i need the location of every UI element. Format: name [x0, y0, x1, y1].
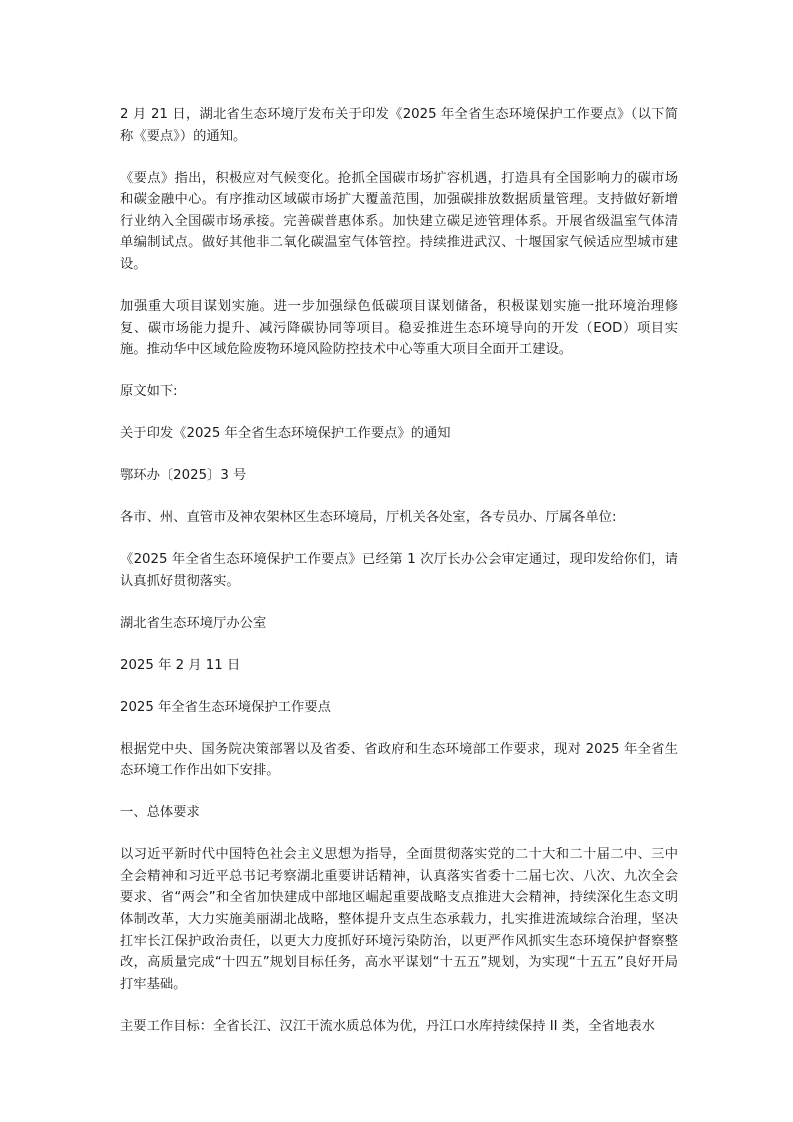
issue-date: 2025 年 2 月 11 日 [120, 657, 241, 673]
document-page [120, 104, 678, 1058]
projects-paragraph: 加强重大项目谋划实施。进一步加强绿色低碳项目谋划储备，积极谋划实施一批环境治理修复、碳市场能力提升、减污降碳协同等项目。稳妥推进生态环境导向的开发（EOD）项目实施。推动华中区域危险废物环境风险防控技术中心等重大项目全面开工建设。 [120, 298, 678, 358]
document-number: 鄂环办〔2025〕3 号 [120, 468, 247, 484]
intro-paragraph: 2 月 21 日，湖北省生态环境厅发布关于印发《2025 年全省生态环境保护工作要点》（以下简称《要点》）的通知。 [120, 107, 678, 144]
work-points-intro: 根据党中央、国务院决策部署以及省委、省政府和生态环境部工作要求，现对 2025 年全省生态环境工作作出如下安排。 [120, 741, 678, 779]
recipients: 各市、州、直管市及神农架林区生态环境局，厅机关各处室，各专员办、厅属各单位: [120, 510, 617, 526]
original-text-label: 原文如下: [120, 384, 178, 400]
climate-paragraph: 《要点》指出，积极应对气候变化。抢抓全国碳市场扩容机遇，打造具有全国影响力的碳市场和碳金融中心。有序推动区域碳市场扩大覆盖范围，加强碳排放数据质量管理。支持做好新增行业纳入全国碳市场承接。完善碳普惠体系。加快建立碳足迹管理体系。开展省级温室气体清单编制试点。做好其他非二氧化碳温室气体管控。持续推进武汉、十堰国家气候适应型城市建设。 [120, 170, 678, 272]
notice-body: 《2025 年全省生态环境保护工作要点》已经第 1 次厅长办公会审定通过，现印发给你们，请认真抓好贯彻落实。 [120, 552, 678, 589]
guiding-principles-paragraph: 以习近平新时代中国特色社会主义思想为指导，全面贯彻落实党的二十大和二十届二中、三中全会精神和习近平总书记考察湖北重要讲话精神，认真落实省委十二届七次、八次、九次全会要求、省“两会”和全省加快建成中部地区崛起重要战略支点推进大会精神，持续深化生态文明体制改革，大力实施美丽湖北战略，整体提升支点生态承载力，扎实推进流域综合治理，坚决扛牢长江保护政治责任，以更大力度抓好环境污染防治，以更严作风抓实生态环境保护督察整改，高质量完成“十四五”规划目标任务，高水平谋划“十五五”规划，为实现“十五五”良好开局打牢基础。 [120, 847, 678, 992]
issuer: 湖北省生态环境厅办公室 [120, 615, 267, 631]
work-points-title: 2025 年全省生态环境保护工作要点 [120, 699, 331, 715]
section-heading-general-requirements: 一、总体要求 [120, 805, 200, 821]
main-goals-paragraph: 主要工作目标：全省长江、汉江干流水质总体为优，丹江口水库持续保持 II 类，全省地表水 [120, 1018, 655, 1034]
notice-title: 关于印发《2025 年全省生态环境保护工作要点》的通知 [120, 426, 451, 442]
